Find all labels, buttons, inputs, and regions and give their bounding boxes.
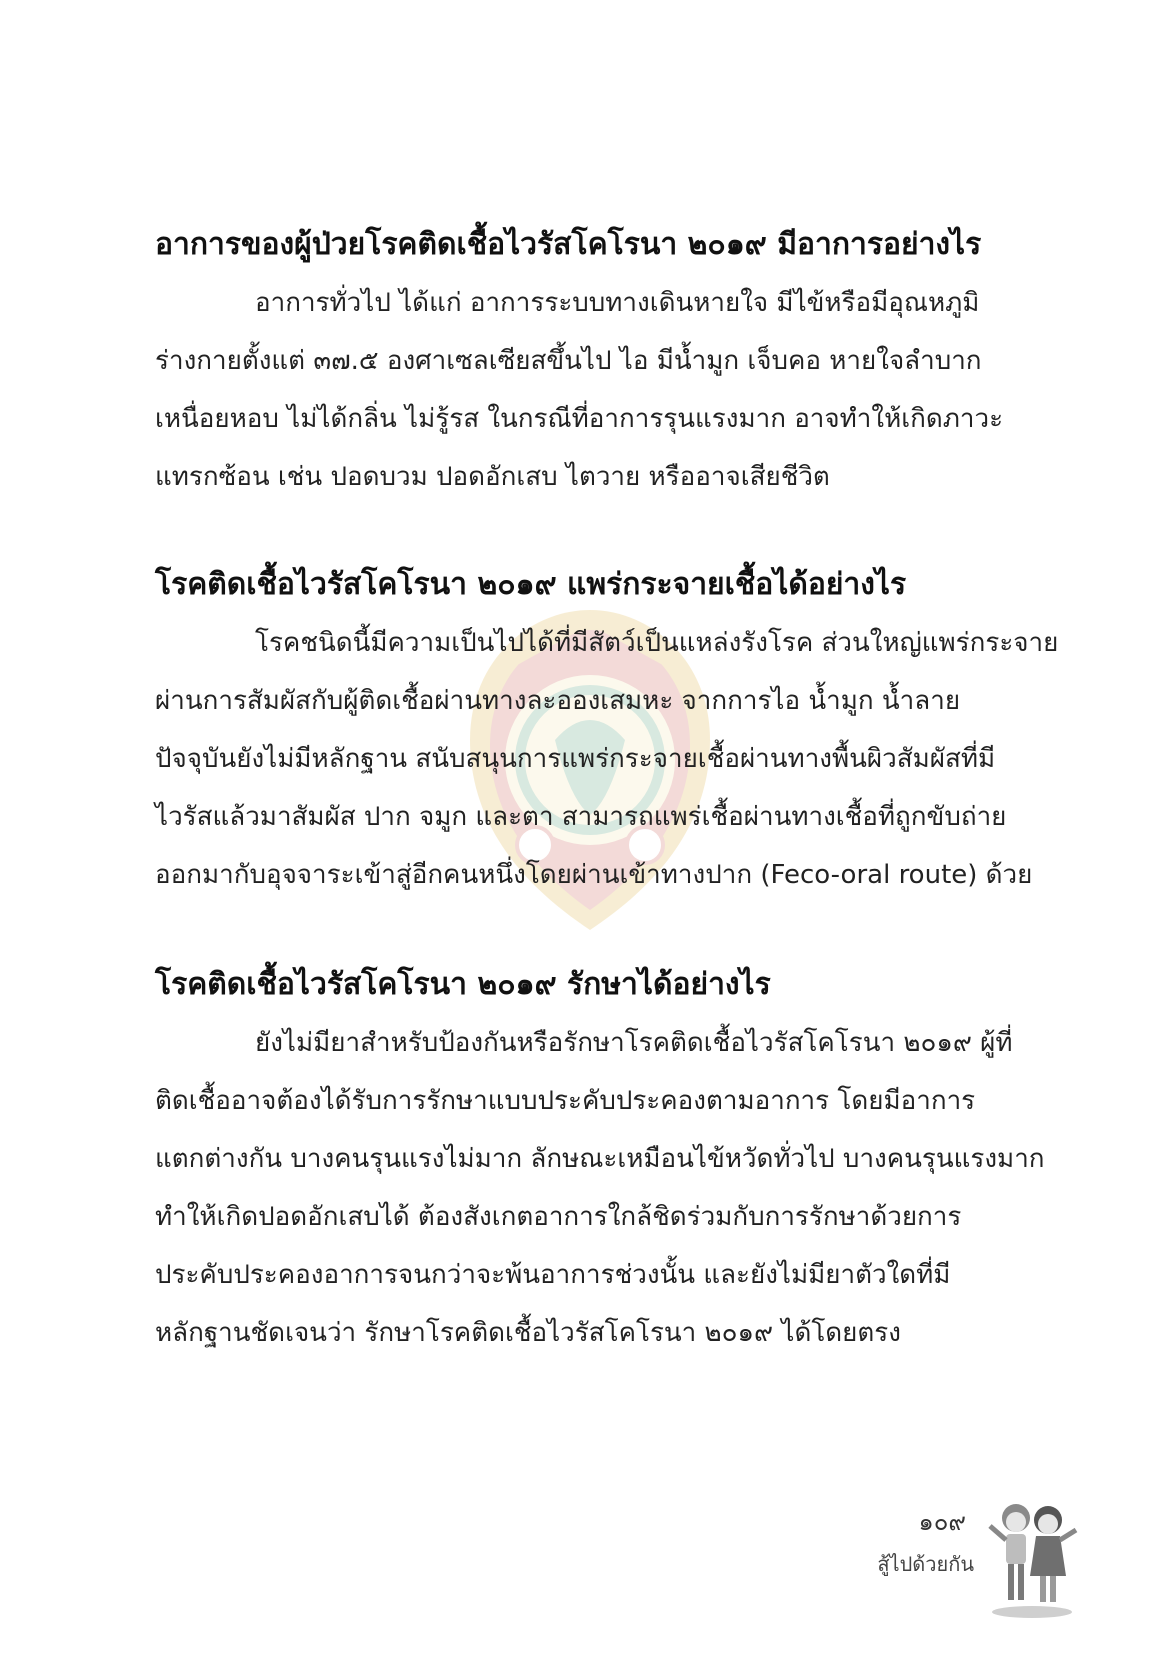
- page-number: ๑๐๙: [918, 1508, 966, 1536]
- paragraph-line: ร่างกายตั้งแต่ ๓๗.๕ องศาเซลเซียสขึ้นไป ไอ มีน้ำมูก เจ็บคอ หายใจลำบาก: [155, 346, 982, 376]
- section-heading: โรคติดเชื้อไวรัสโคโรนา ๒๐๑๙ รักษาได้อย่างไร: [155, 967, 771, 1002]
- section-symptoms: [155, 222, 1040, 506]
- section-paragraph: [155, 1014, 1045, 1362]
- section-paragraph: [155, 614, 1059, 904]
- paragraph-line: ออกมากับอุจจาระเข้าสู่อีกคนหนึ่งโดยผ่านเข้าทางปาก (Feco-oral route) ด้วย: [155, 860, 1033, 890]
- paragraph-line: หลักฐานชัดเจนว่า รักษาโรคติดเชื้อไวรัสโคโรนา ๒๐๑๙ ได้โดยตรง: [155, 1318, 901, 1348]
- paragraph-line: ยังไม่มียาสำหรับป้องกันหรือรักษาโรคติดเชื้อไวรัสโคโรนา ๒๐๑๙ ผู้ที่: [255, 1028, 1013, 1058]
- paragraph-line: แตกต่างกัน บางคนรุนแรงไม่มาก ลักษณะเหมือนไข้หวัดทั่วไป บางคนรุนแรงมาก: [155, 1144, 1045, 1174]
- paragraph-line: ไวรัสแล้วมาสัมผัส ปาก จมูก และตา สามารถแพร่เชื้อผ่านทางเชื้อที่ถูกขับถ่าย: [155, 802, 1007, 832]
- paragraph-line: ติดเชื้ออาจต้องได้รับการรักษาแบบประคับประคองตามอาการ โดยมีอาการ: [155, 1086, 976, 1116]
- section-paragraph: [155, 274, 1040, 506]
- paragraph-line: ปัจจุบันยังไม่มีหลักฐาน สนับสนุนการแพร่กระจายเชื้อผ่านทางพื้นผิวสัมผัสที่มี: [155, 744, 996, 774]
- section-transmission: [155, 562, 1059, 904]
- section-heading: โรคติดเชื้อไวรัสโคโรนา ๒๐๑๙ แพร่กระจายเชื้อได้อย่างไร: [155, 567, 907, 602]
- paragraph-line: ทำให้เกิดปอดอักเสบได้ ต้องสังเกตอาการใกล้ชิดร่วมกับการรักษาด้วยการ: [155, 1202, 962, 1232]
- footer-tagline: สู้ไปด้วยกัน: [877, 1552, 974, 1576]
- paragraph-line: อาการทั่วไป ได้แก่ อาการระบบทางเดินหายใจ มีไข้หรือมีอุณหภูมิ: [255, 288, 980, 318]
- section-heading: อาการของผู้ป่วยโรคติดเชื้อไวรัสโคโรนา ๒๐๑๙ มีอาการอย่างไร: [155, 227, 982, 262]
- paragraph-line: ผ่านการสัมผัสกับผู้ติดเชื้อผ่านทางละอองเสมหะ จากการไอ น้ำมูก น้ำลาย: [155, 686, 961, 716]
- paragraph-line: โรคชนิดนี้มีความเป็นไปได้ที่มีสัตว์เป็นแหล่งรังโรค ส่วนใหญ่แพร่กระจาย: [255, 628, 1059, 658]
- section-treatment: [155, 962, 1045, 1362]
- paragraph-line: เหนื่อยหอบ ไม่ได้กลิ่น ไม่รู้รส ในกรณีที่อาการรุนแรงมาก อาจทำให้เกิดภาวะ: [155, 404, 1004, 434]
- paragraph-line: ประคับประคองอาการจนกว่าจะพ้นอาการช่วงนั้น และยังไม่มียาตัวใดที่มี: [155, 1260, 951, 1290]
- paragraph-line: แทรกซ้อน เช่น ปอดบวม ปอดอักเสบ ไตวาย หรืออาจเสียชีวิต: [155, 462, 830, 492]
- children-mascot-icon: [982, 1490, 1082, 1620]
